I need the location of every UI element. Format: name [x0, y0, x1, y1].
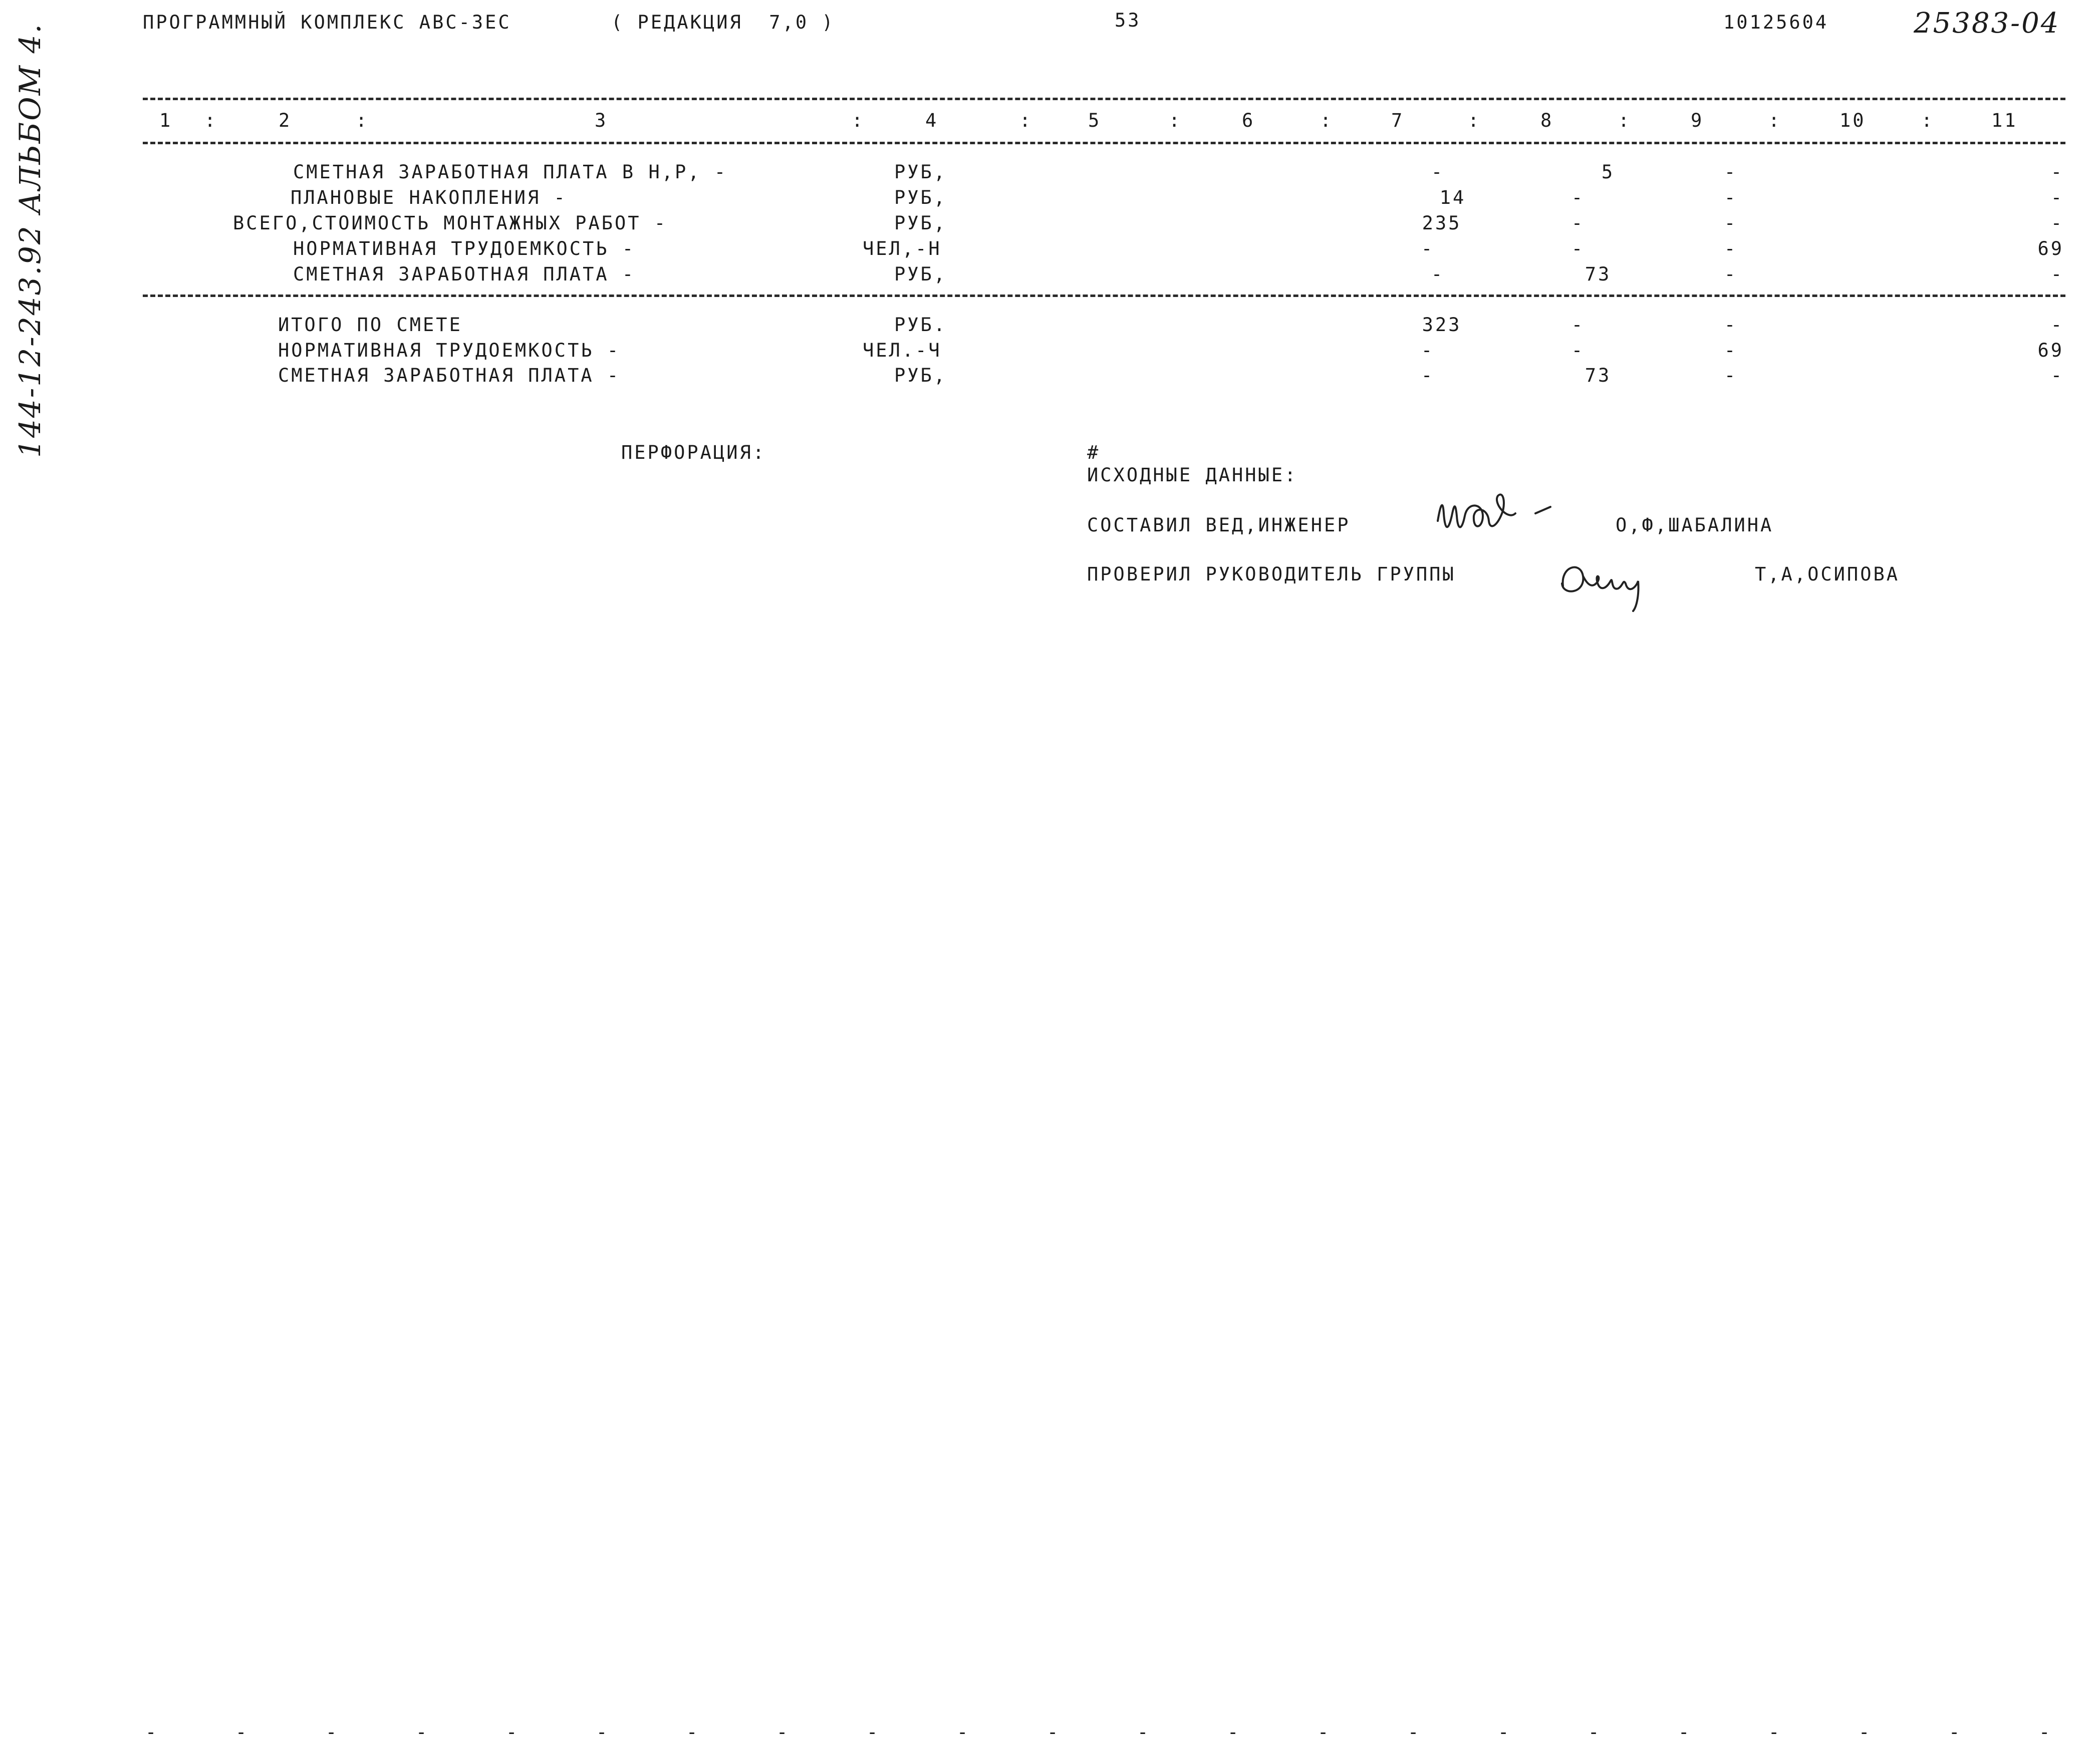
row-col9: -: [1724, 238, 1738, 259]
header-bottom-rule: [143, 142, 2065, 144]
row-col7: 323: [1422, 314, 1462, 336]
column-header-7: 7: [1391, 110, 1405, 131]
column-separator: :: [1019, 110, 1033, 131]
document-number: 25383-04: [1914, 7, 2060, 40]
margin-note: 144-12-243.92 АЛЬБОМ 4.: [13, 23, 47, 458]
column-header-9: 9: [1691, 110, 1704, 131]
column-separator: :: [1468, 110, 1481, 131]
compiled-by-role: СОСТАВИЛ ВЕД,ИНЖЕНЕР: [1087, 514, 1351, 536]
row-col7: -: [1421, 340, 1435, 361]
row-unit: РУБ,: [894, 187, 947, 208]
row-col11: -: [2050, 263, 2064, 285]
row-unit: РУБ,: [894, 263, 947, 285]
row-label: ПЛАНОВЫЕ НАКОПЛЕНИЯ -: [291, 187, 567, 208]
perforation-mark: -: [596, 1721, 610, 1743]
row-col8: 5: [1601, 161, 1615, 183]
row-col8: -: [1571, 187, 1585, 208]
hash-mark: #: [1087, 442, 1101, 463]
row-col9: -: [1724, 212, 1738, 234]
page-number: 53: [1115, 10, 1141, 31]
column-header-2: 2: [279, 110, 292, 131]
row-unit: РУБ,: [894, 161, 947, 183]
checked-by-name: Т,А,ОСИПОВА: [1755, 563, 1900, 585]
row-col11: 69: [2037, 238, 2064, 259]
row-col9: -: [1724, 365, 1738, 386]
row-col11: -: [2050, 161, 2064, 183]
perforation-mark: -: [867, 1721, 880, 1743]
row-col11: -: [2050, 365, 2064, 386]
perforation-mark: -: [776, 1721, 790, 1743]
row-col7: 235: [1422, 212, 1462, 234]
column-header-5: 5: [1088, 110, 1102, 131]
perforation-label: ПЕРФОРАЦИЯ:: [621, 442, 766, 463]
perforation-mark: -: [1678, 1721, 1692, 1743]
row-label: ИТОГО ПО СМЕТЕ: [278, 314, 462, 336]
checked-by-role: ПРОВЕРИЛ РУКОВОДИТЕЛЬ ГРУППЫ: [1087, 563, 1456, 585]
column-header-8: 8: [1540, 110, 1554, 131]
perforation-mark: -: [1498, 1721, 1511, 1743]
document-code: 10125604: [1723, 12, 1829, 33]
row-col7: -: [1421, 365, 1435, 386]
row-col9: -: [1724, 340, 1738, 361]
row-label: СМЕТНАЯ ЗАРАБОТНАЯ ПЛАТА -: [278, 365, 621, 386]
row-label: НОРМАТИВНАЯ ТРУДОЕМКОСТЬ -: [278, 340, 621, 361]
perforation-mark: -: [145, 1721, 159, 1743]
row-unit: ЧЕЛ.-Ч: [863, 340, 942, 361]
column-separator: :: [204, 110, 218, 131]
perforation-mark: -: [957, 1721, 970, 1743]
row-col11: -: [2050, 212, 2064, 234]
column-header-10: 10: [1840, 110, 1866, 131]
row-col8: 73: [1585, 365, 1612, 386]
row-label: НОРМАТИВНАЯ ТРУДОЕМКОСТЬ -: [293, 238, 636, 259]
row-col8: -: [1571, 340, 1585, 361]
column-header-4: 4: [925, 110, 939, 131]
row-col11: -: [2050, 314, 2064, 336]
row-col11: 69: [2037, 340, 2064, 361]
row-col9: -: [1724, 314, 1738, 336]
perforation-mark: -: [1768, 1721, 1782, 1743]
column-separator: :: [852, 110, 865, 131]
column-header-11: 11: [1991, 110, 2018, 131]
perforation-mark: -: [686, 1721, 700, 1743]
row-unit: РУБ.: [894, 314, 947, 336]
perforation-mark: -: [1949, 1721, 1962, 1743]
row-unit: РУБ,: [894, 212, 947, 234]
row-col11: -: [2050, 187, 2064, 208]
column-separator: :: [1618, 110, 1632, 131]
edition-label: ( РЕДАКЦИЯ 7,0 ): [611, 12, 835, 33]
row-col8: 73: [1585, 263, 1612, 285]
column-header-1: 1: [159, 110, 173, 131]
compiled-signature: [1428, 486, 1593, 556]
table-top-rule: [143, 98, 2065, 100]
column-header-6: 6: [1242, 110, 1255, 131]
column-separator: :: [1768, 110, 1782, 131]
row-label: ВСЕГО,СТОИМОСТЬ МОНТАЖНЫХ РАБОТ -: [233, 212, 668, 234]
row-col9: -: [1724, 263, 1738, 285]
perforation-mark: -: [1318, 1721, 1331, 1743]
perforation-mark: -: [235, 1721, 249, 1743]
perforation-mark: -: [1227, 1721, 1241, 1743]
perforation-mark: -: [1859, 1721, 1872, 1743]
perforation-mark: -: [2039, 1721, 2052, 1743]
compiled-by-name: О,Ф,ШАБАЛИНА: [1616, 514, 1774, 536]
column-separator: :: [1921, 110, 1935, 131]
column-header-3: 3: [595, 110, 608, 131]
row-col7: -: [1421, 238, 1435, 259]
row-col7: 14: [1439, 187, 1466, 208]
checked-signature: [1548, 546, 1713, 616]
perforation-mark: -: [506, 1721, 519, 1743]
section-rule: [143, 295, 2065, 297]
row-label: СМЕТНАЯ ЗАРАБОТНАЯ ПЛАТА В Н,Р, -: [293, 161, 728, 183]
perforation-mark: -: [1047, 1721, 1061, 1743]
perforation-mark: -: [416, 1721, 429, 1743]
column-separator: :: [1169, 110, 1182, 131]
row-unit: РУБ,: [894, 365, 947, 386]
source-data-label: ИСХОДНЫЕ ДАННЫЕ:: [1087, 464, 1298, 486]
perforation-mark: -: [326, 1721, 339, 1743]
row-col7: -: [1431, 161, 1445, 183]
column-separator: :: [1320, 110, 1334, 131]
perforation-mark: -: [1408, 1721, 1421, 1743]
row-col8: -: [1571, 238, 1585, 259]
program-title: ПРОГРАММНЫЙ КОМПЛЕКС АВС-3ЕС: [143, 12, 511, 33]
column-separator: :: [356, 110, 369, 131]
perforation-mark: -: [1588, 1721, 1602, 1743]
row-col9: -: [1724, 161, 1738, 183]
row-col7: -: [1431, 263, 1445, 285]
perforation-mark: -: [1137, 1721, 1151, 1743]
row-unit: ЧЕЛ,-Н: [863, 238, 942, 259]
row-col9: -: [1724, 187, 1738, 208]
row-col8: -: [1571, 212, 1585, 234]
row-col8: -: [1571, 314, 1585, 336]
row-label: СМЕТНАЯ ЗАРАБОТНАЯ ПЛАТА -: [293, 263, 636, 285]
